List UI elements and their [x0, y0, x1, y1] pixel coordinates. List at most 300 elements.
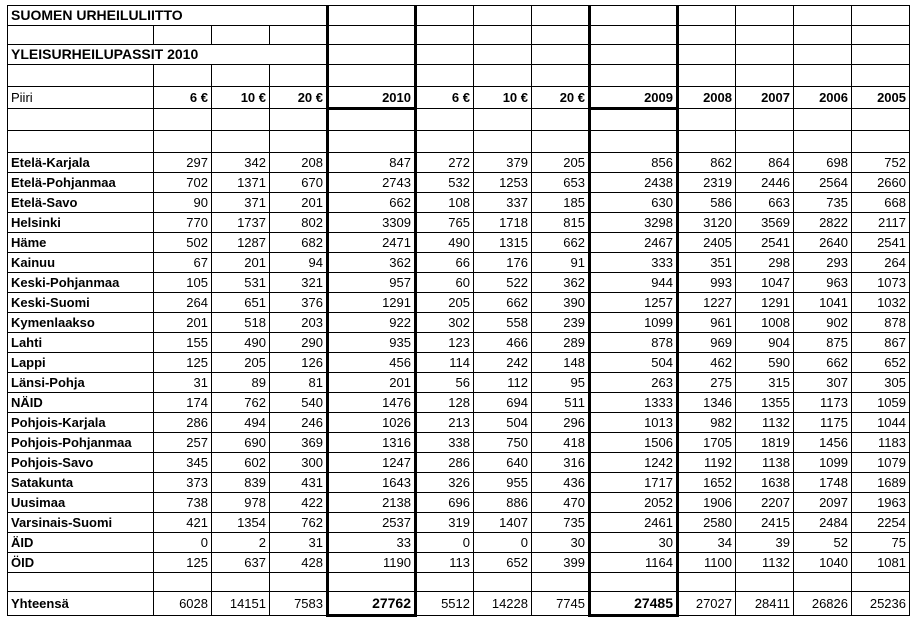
- district-name[interactable]: Etelä-Savo: [8, 193, 154, 213]
- value-cell[interactable]: 2415: [736, 513, 794, 533]
- empty-cell[interactable]: [270, 573, 328, 592]
- value-cell[interactable]: 300: [270, 453, 328, 473]
- value-cell[interactable]: 1183: [852, 433, 910, 453]
- value-cell[interactable]: 436: [532, 473, 590, 493]
- empty-cell[interactable]: [590, 65, 678, 87]
- value-cell[interactable]: 316: [532, 453, 590, 473]
- value-cell[interactable]: 379: [474, 153, 532, 173]
- value-cell[interactable]: 935: [328, 333, 416, 353]
- value-cell[interactable]: 205: [212, 353, 270, 373]
- empty-cell[interactable]: [794, 26, 852, 45]
- value-cell[interactable]: 462: [678, 353, 736, 373]
- header-piiri[interactable]: Piiri: [8, 87, 154, 109]
- value-cell[interactable]: 862: [678, 153, 736, 173]
- empty-cell[interactable]: [852, 45, 910, 65]
- empty-cell[interactable]: [328, 65, 416, 87]
- value-cell[interactable]: 31: [154, 373, 212, 393]
- district-name[interactable]: NÄID: [8, 393, 154, 413]
- value-cell[interactable]: 1026: [328, 413, 416, 433]
- district-name[interactable]: Lahti: [8, 333, 154, 353]
- district-name[interactable]: Keski-Suomi: [8, 293, 154, 313]
- value-cell[interactable]: 558: [474, 313, 532, 333]
- value-cell[interactable]: 875: [794, 333, 852, 353]
- value-cell[interactable]: 1132: [736, 553, 794, 573]
- empty-cell[interactable]: [212, 131, 270, 153]
- value-cell[interactable]: 640: [474, 453, 532, 473]
- value-cell[interactable]: 1059: [852, 393, 910, 413]
- value-cell[interactable]: 1456: [794, 433, 852, 453]
- value-cell[interactable]: 2471: [328, 233, 416, 253]
- empty-cell[interactable]: [678, 65, 736, 87]
- total-value[interactable]: 28411: [736, 592, 794, 616]
- value-cell[interactable]: 293: [794, 253, 852, 273]
- column-header[interactable]: 6 €: [416, 87, 474, 109]
- column-header[interactable]: 20 €: [270, 87, 328, 109]
- column-header[interactable]: 10 €: [212, 87, 270, 109]
- sheet-subtitle[interactable]: YLEISURHEILUPASSIT 2010: [8, 45, 328, 65]
- empty-cell[interactable]: [590, 573, 678, 592]
- value-cell[interactable]: 351: [678, 253, 736, 273]
- value-cell[interactable]: 66: [416, 253, 474, 273]
- district-name[interactable]: Uusimaa: [8, 493, 154, 513]
- value-cell[interactable]: 518: [212, 313, 270, 333]
- value-cell[interactable]: 422: [270, 493, 328, 513]
- empty-cell[interactable]: [736, 26, 794, 45]
- value-cell[interactable]: 421: [154, 513, 212, 533]
- empty-cell[interactable]: [678, 573, 736, 592]
- empty-cell[interactable]: [270, 65, 328, 87]
- empty-cell[interactable]: [590, 109, 678, 131]
- value-cell[interactable]: 1173: [794, 393, 852, 413]
- value-cell[interactable]: 302: [416, 313, 474, 333]
- empty-cell[interactable]: [590, 45, 678, 65]
- value-cell[interactable]: 531: [212, 273, 270, 293]
- value-cell[interactable]: 2: [212, 533, 270, 553]
- total-value[interactable]: 27027: [678, 592, 736, 616]
- value-cell[interactable]: 298: [736, 253, 794, 273]
- value-cell[interactable]: 682: [270, 233, 328, 253]
- value-cell[interactable]: 337: [474, 193, 532, 213]
- value-cell[interactable]: 762: [212, 393, 270, 413]
- value-cell[interactable]: 128: [416, 393, 474, 413]
- value-cell[interactable]: 185: [532, 193, 590, 213]
- total-value[interactable]: 6028: [154, 592, 212, 616]
- value-cell[interactable]: 1643: [328, 473, 416, 493]
- empty-cell[interactable]: [852, 26, 910, 45]
- empty-cell[interactable]: [416, 573, 474, 592]
- empty-cell[interactable]: [590, 26, 678, 45]
- value-cell[interactable]: 770: [154, 213, 212, 233]
- value-cell[interactable]: 289: [532, 333, 590, 353]
- empty-cell[interactable]: [328, 109, 416, 131]
- value-cell[interactable]: 1737: [212, 213, 270, 233]
- value-cell[interactable]: 1040: [794, 553, 852, 573]
- empty-cell[interactable]: [532, 573, 590, 592]
- empty-cell[interactable]: [590, 131, 678, 153]
- empty-cell[interactable]: [474, 65, 532, 87]
- value-cell[interactable]: 33: [328, 533, 416, 553]
- value-cell[interactable]: 738: [154, 493, 212, 513]
- value-cell[interactable]: 113: [416, 553, 474, 573]
- empty-cell[interactable]: [212, 65, 270, 87]
- empty-cell[interactable]: [154, 131, 212, 153]
- value-cell[interactable]: 2254: [852, 513, 910, 533]
- value-cell[interactable]: 1371: [212, 173, 270, 193]
- value-cell[interactable]: 1227: [678, 293, 736, 313]
- empty-cell[interactable]: [794, 6, 852, 26]
- empty-cell[interactable]: [532, 26, 590, 45]
- district-name[interactable]: Kymenlaakso: [8, 313, 154, 333]
- empty-cell[interactable]: [416, 6, 474, 26]
- value-cell[interactable]: 652: [474, 553, 532, 573]
- total-value[interactable]: 7583: [270, 592, 328, 616]
- value-cell[interactable]: 662: [532, 233, 590, 253]
- value-cell[interactable]: 307: [794, 373, 852, 393]
- value-cell[interactable]: 1718: [474, 213, 532, 233]
- value-cell[interactable]: 1638: [736, 473, 794, 493]
- value-cell[interactable]: 155: [154, 333, 212, 353]
- district-name[interactable]: Keski-Pohjanmaa: [8, 273, 154, 293]
- value-cell[interactable]: 652: [852, 353, 910, 373]
- value-cell[interactable]: 670: [270, 173, 328, 193]
- value-cell[interactable]: 371: [212, 193, 270, 213]
- value-cell[interactable]: 957: [328, 273, 416, 293]
- column-header[interactable]: 2007: [736, 87, 794, 109]
- value-cell[interactable]: 56: [416, 373, 474, 393]
- value-cell[interactable]: 418: [532, 433, 590, 453]
- value-cell[interactable]: 345: [154, 453, 212, 473]
- value-cell[interactable]: 369: [270, 433, 328, 453]
- value-cell[interactable]: 112: [474, 373, 532, 393]
- value-cell[interactable]: 95: [532, 373, 590, 393]
- district-name[interactable]: Länsi-Pohja: [8, 373, 154, 393]
- column-header[interactable]: 6 €: [154, 87, 212, 109]
- empty-cell[interactable]: [328, 26, 416, 45]
- empty-cell[interactable]: [416, 26, 474, 45]
- value-cell[interactable]: 1287: [212, 233, 270, 253]
- value-cell[interactable]: 2743: [328, 173, 416, 193]
- value-cell[interactable]: 2405: [678, 233, 736, 253]
- value-cell[interactable]: 735: [794, 193, 852, 213]
- value-cell[interactable]: 1099: [794, 453, 852, 473]
- column-header[interactable]: 2005: [852, 87, 910, 109]
- value-cell[interactable]: 242: [474, 353, 532, 373]
- value-cell[interactable]: 1748: [794, 473, 852, 493]
- value-cell[interactable]: 702: [154, 173, 212, 193]
- empty-cell[interactable]: [532, 109, 590, 131]
- value-cell[interactable]: 239: [532, 313, 590, 333]
- value-cell[interactable]: 272: [416, 153, 474, 173]
- empty-cell[interactable]: [532, 65, 590, 87]
- value-cell[interactable]: 1081: [852, 553, 910, 573]
- value-cell[interactable]: 668: [852, 193, 910, 213]
- value-cell[interactable]: 969: [678, 333, 736, 353]
- value-cell[interactable]: 663: [736, 193, 794, 213]
- value-cell[interactable]: 94: [270, 253, 328, 273]
- district-name[interactable]: Satakunta: [8, 473, 154, 493]
- value-cell[interactable]: 886: [474, 493, 532, 513]
- value-cell[interactable]: 362: [532, 273, 590, 293]
- value-cell[interactable]: 90: [154, 193, 212, 213]
- value-cell[interactable]: 286: [416, 453, 474, 473]
- column-header[interactable]: 20 €: [532, 87, 590, 109]
- empty-cell[interactable]: [8, 65, 154, 87]
- empty-cell[interactable]: [8, 131, 154, 153]
- empty-cell[interactable]: [474, 109, 532, 131]
- empty-cell[interactable]: [154, 65, 212, 87]
- empty-cell[interactable]: [416, 65, 474, 87]
- value-cell[interactable]: 494: [212, 413, 270, 433]
- value-cell[interactable]: 590: [736, 353, 794, 373]
- value-cell[interactable]: 176: [474, 253, 532, 273]
- value-cell[interactable]: 511: [532, 393, 590, 413]
- value-cell[interactable]: 148: [532, 353, 590, 373]
- value-cell[interactable]: 904: [736, 333, 794, 353]
- value-cell[interactable]: 867: [852, 333, 910, 353]
- value-cell[interactable]: 3309: [328, 213, 416, 233]
- empty-cell[interactable]: [328, 45, 416, 65]
- value-cell[interactable]: 1044: [852, 413, 910, 433]
- value-cell[interactable]: 2097: [794, 493, 852, 513]
- value-cell[interactable]: 321: [270, 273, 328, 293]
- value-cell[interactable]: 653: [532, 173, 590, 193]
- district-name[interactable]: Etelä-Karjala: [8, 153, 154, 173]
- empty-cell[interactable]: [212, 573, 270, 592]
- empty-cell[interactable]: [328, 573, 416, 592]
- value-cell[interactable]: 456: [328, 353, 416, 373]
- value-cell[interactable]: 540: [270, 393, 328, 413]
- value-cell[interactable]: 1346: [678, 393, 736, 413]
- value-cell[interactable]: 1032: [852, 293, 910, 313]
- empty-cell[interactable]: [852, 573, 910, 592]
- empty-cell[interactable]: [794, 131, 852, 153]
- empty-cell[interactable]: [852, 6, 910, 26]
- value-cell[interactable]: 2319: [678, 173, 736, 193]
- value-cell[interactable]: 205: [416, 293, 474, 313]
- value-cell[interactable]: 902: [794, 313, 852, 333]
- value-cell[interactable]: 52: [794, 533, 852, 553]
- value-cell[interactable]: 123: [416, 333, 474, 353]
- value-cell[interactable]: 89: [212, 373, 270, 393]
- empty-cell[interactable]: [736, 45, 794, 65]
- total-value[interactable]: 26826: [794, 592, 852, 616]
- value-cell[interactable]: 3569: [736, 213, 794, 233]
- value-cell[interactable]: 2660: [852, 173, 910, 193]
- value-cell[interactable]: 1291: [328, 293, 416, 313]
- value-cell[interactable]: 466: [474, 333, 532, 353]
- value-cell[interactable]: 2052: [590, 493, 678, 513]
- total-value[interactable]: 14151: [212, 592, 270, 616]
- empty-cell[interactable]: [678, 6, 736, 26]
- total-value[interactable]: 7745: [532, 592, 590, 616]
- column-header[interactable]: 2009: [590, 87, 678, 109]
- total-label[interactable]: Yhteensä: [8, 592, 154, 616]
- value-cell[interactable]: 1315: [474, 233, 532, 253]
- value-cell[interactable]: 174: [154, 393, 212, 413]
- value-cell[interactable]: 3298: [590, 213, 678, 233]
- value-cell[interactable]: 264: [154, 293, 212, 313]
- empty-cell[interactable]: [474, 573, 532, 592]
- district-name[interactable]: ÖID: [8, 553, 154, 573]
- value-cell[interactable]: 67: [154, 253, 212, 273]
- value-cell[interactable]: 60: [416, 273, 474, 293]
- total-value[interactable]: 14228: [474, 592, 532, 616]
- empty-cell[interactable]: [794, 65, 852, 87]
- value-cell[interactable]: 630: [590, 193, 678, 213]
- value-cell[interactable]: 878: [852, 313, 910, 333]
- value-cell[interactable]: 114: [416, 353, 474, 373]
- value-cell[interactable]: 878: [590, 333, 678, 353]
- value-cell[interactable]: 326: [416, 473, 474, 493]
- value-cell[interactable]: 2461: [590, 513, 678, 533]
- value-cell[interactable]: 856: [590, 153, 678, 173]
- value-cell[interactable]: 1355: [736, 393, 794, 413]
- value-cell[interactable]: 108: [416, 193, 474, 213]
- column-header[interactable]: 2008: [678, 87, 736, 109]
- district-name[interactable]: Helsinki: [8, 213, 154, 233]
- value-cell[interactable]: 2541: [736, 233, 794, 253]
- value-cell[interactable]: 257: [154, 433, 212, 453]
- value-cell[interactable]: 1192: [678, 453, 736, 473]
- empty-cell[interactable]: [154, 26, 212, 45]
- value-cell[interactable]: 765: [416, 213, 474, 233]
- district-name[interactable]: Etelä-Pohjanmaa: [8, 173, 154, 193]
- value-cell[interactable]: 1963: [852, 493, 910, 513]
- value-cell[interactable]: 698: [794, 153, 852, 173]
- district-name[interactable]: Lappi: [8, 353, 154, 373]
- value-cell[interactable]: 208: [270, 153, 328, 173]
- value-cell[interactable]: 91: [532, 253, 590, 273]
- value-cell[interactable]: 246: [270, 413, 328, 433]
- value-cell[interactable]: 105: [154, 273, 212, 293]
- district-name[interactable]: Pohjois-Savo: [8, 453, 154, 473]
- value-cell[interactable]: 1247: [328, 453, 416, 473]
- value-cell[interactable]: 30: [590, 533, 678, 553]
- value-cell[interactable]: 1354: [212, 513, 270, 533]
- district-name[interactable]: ÄID: [8, 533, 154, 553]
- empty-cell[interactable]: [532, 131, 590, 153]
- value-cell[interactable]: 399: [532, 553, 590, 573]
- empty-cell[interactable]: [852, 131, 910, 153]
- empty-cell[interactable]: [474, 26, 532, 45]
- value-cell[interactable]: 1819: [736, 433, 794, 453]
- value-cell[interactable]: 1073: [852, 273, 910, 293]
- value-cell[interactable]: 696: [416, 493, 474, 513]
- empty-cell[interactable]: [328, 6, 416, 26]
- value-cell[interactable]: 504: [590, 353, 678, 373]
- value-cell[interactable]: 490: [212, 333, 270, 353]
- value-cell[interactable]: 839: [212, 473, 270, 493]
- value-cell[interactable]: 201: [212, 253, 270, 273]
- value-cell[interactable]: 264: [852, 253, 910, 273]
- value-cell[interactable]: 31: [270, 533, 328, 553]
- value-cell[interactable]: 342: [212, 153, 270, 173]
- empty-cell[interactable]: [736, 109, 794, 131]
- value-cell[interactable]: 2484: [794, 513, 852, 533]
- district-name[interactable]: Kainuu: [8, 253, 154, 273]
- empty-cell[interactable]: [474, 131, 532, 153]
- value-cell[interactable]: 1047: [736, 273, 794, 293]
- value-cell[interactable]: 1906: [678, 493, 736, 513]
- value-cell[interactable]: 390: [532, 293, 590, 313]
- empty-cell[interactable]: [532, 6, 590, 26]
- value-cell[interactable]: 125: [154, 353, 212, 373]
- value-cell[interactable]: 296: [532, 413, 590, 433]
- value-cell[interactable]: 319: [416, 513, 474, 533]
- value-cell[interactable]: 1132: [736, 413, 794, 433]
- value-cell[interactable]: 944: [590, 273, 678, 293]
- empty-cell[interactable]: [678, 45, 736, 65]
- empty-cell[interactable]: [794, 109, 852, 131]
- value-cell[interactable]: 205: [532, 153, 590, 173]
- value-cell[interactable]: 1138: [736, 453, 794, 473]
- value-cell[interactable]: 81: [270, 373, 328, 393]
- value-cell[interactable]: 1253: [474, 173, 532, 193]
- value-cell[interactable]: 275: [678, 373, 736, 393]
- sheet-title[interactable]: SUOMEN URHEILULIITTO: [8, 6, 328, 26]
- value-cell[interactable]: 3120: [678, 213, 736, 233]
- value-cell[interactable]: 762: [270, 513, 328, 533]
- value-cell[interactable]: 1008: [736, 313, 794, 333]
- empty-cell[interactable]: [416, 45, 474, 65]
- value-cell[interactable]: 315: [736, 373, 794, 393]
- value-cell[interactable]: 1652: [678, 473, 736, 493]
- value-cell[interactable]: 286: [154, 413, 212, 433]
- value-cell[interactable]: 201: [328, 373, 416, 393]
- value-cell[interactable]: 1476: [328, 393, 416, 413]
- value-cell[interactable]: 30: [532, 533, 590, 553]
- value-cell[interactable]: 978: [212, 493, 270, 513]
- value-cell[interactable]: 864: [736, 153, 794, 173]
- value-cell[interactable]: 522: [474, 273, 532, 293]
- column-header[interactable]: 10 €: [474, 87, 532, 109]
- value-cell[interactable]: 0: [416, 533, 474, 553]
- value-cell[interactable]: 847: [328, 153, 416, 173]
- value-cell[interactable]: 213: [416, 413, 474, 433]
- value-cell[interactable]: 1041: [794, 293, 852, 313]
- value-cell[interactable]: 1079: [852, 453, 910, 473]
- value-cell[interactable]: 470: [532, 493, 590, 513]
- value-cell[interactable]: 428: [270, 553, 328, 573]
- value-cell[interactable]: 1013: [590, 413, 678, 433]
- empty-cell[interactable]: [678, 26, 736, 45]
- value-cell[interactable]: 0: [154, 533, 212, 553]
- value-cell[interactable]: 1705: [678, 433, 736, 453]
- empty-cell[interactable]: [678, 131, 736, 153]
- empty-cell[interactable]: [852, 65, 910, 87]
- district-name[interactable]: Varsinais-Suomi: [8, 513, 154, 533]
- value-cell[interactable]: 662: [474, 293, 532, 313]
- value-cell[interactable]: 1717: [590, 473, 678, 493]
- value-cell[interactable]: 637: [212, 553, 270, 573]
- empty-cell[interactable]: [736, 573, 794, 592]
- empty-cell[interactable]: [8, 573, 154, 592]
- value-cell[interactable]: 1242: [590, 453, 678, 473]
- empty-cell[interactable]: [736, 131, 794, 153]
- value-cell[interactable]: 504: [474, 413, 532, 433]
- value-cell[interactable]: 431: [270, 473, 328, 493]
- value-cell[interactable]: 694: [474, 393, 532, 413]
- total-value[interactable]: 25236: [852, 592, 910, 616]
- value-cell[interactable]: 2580: [678, 513, 736, 533]
- empty-cell[interactable]: [8, 26, 154, 45]
- district-name[interactable]: Häme: [8, 233, 154, 253]
- value-cell[interactable]: 203: [270, 313, 328, 333]
- value-cell[interactable]: 376: [270, 293, 328, 313]
- value-cell[interactable]: 955: [474, 473, 532, 493]
- value-cell[interactable]: 2822: [794, 213, 852, 233]
- empty-cell[interactable]: [794, 573, 852, 592]
